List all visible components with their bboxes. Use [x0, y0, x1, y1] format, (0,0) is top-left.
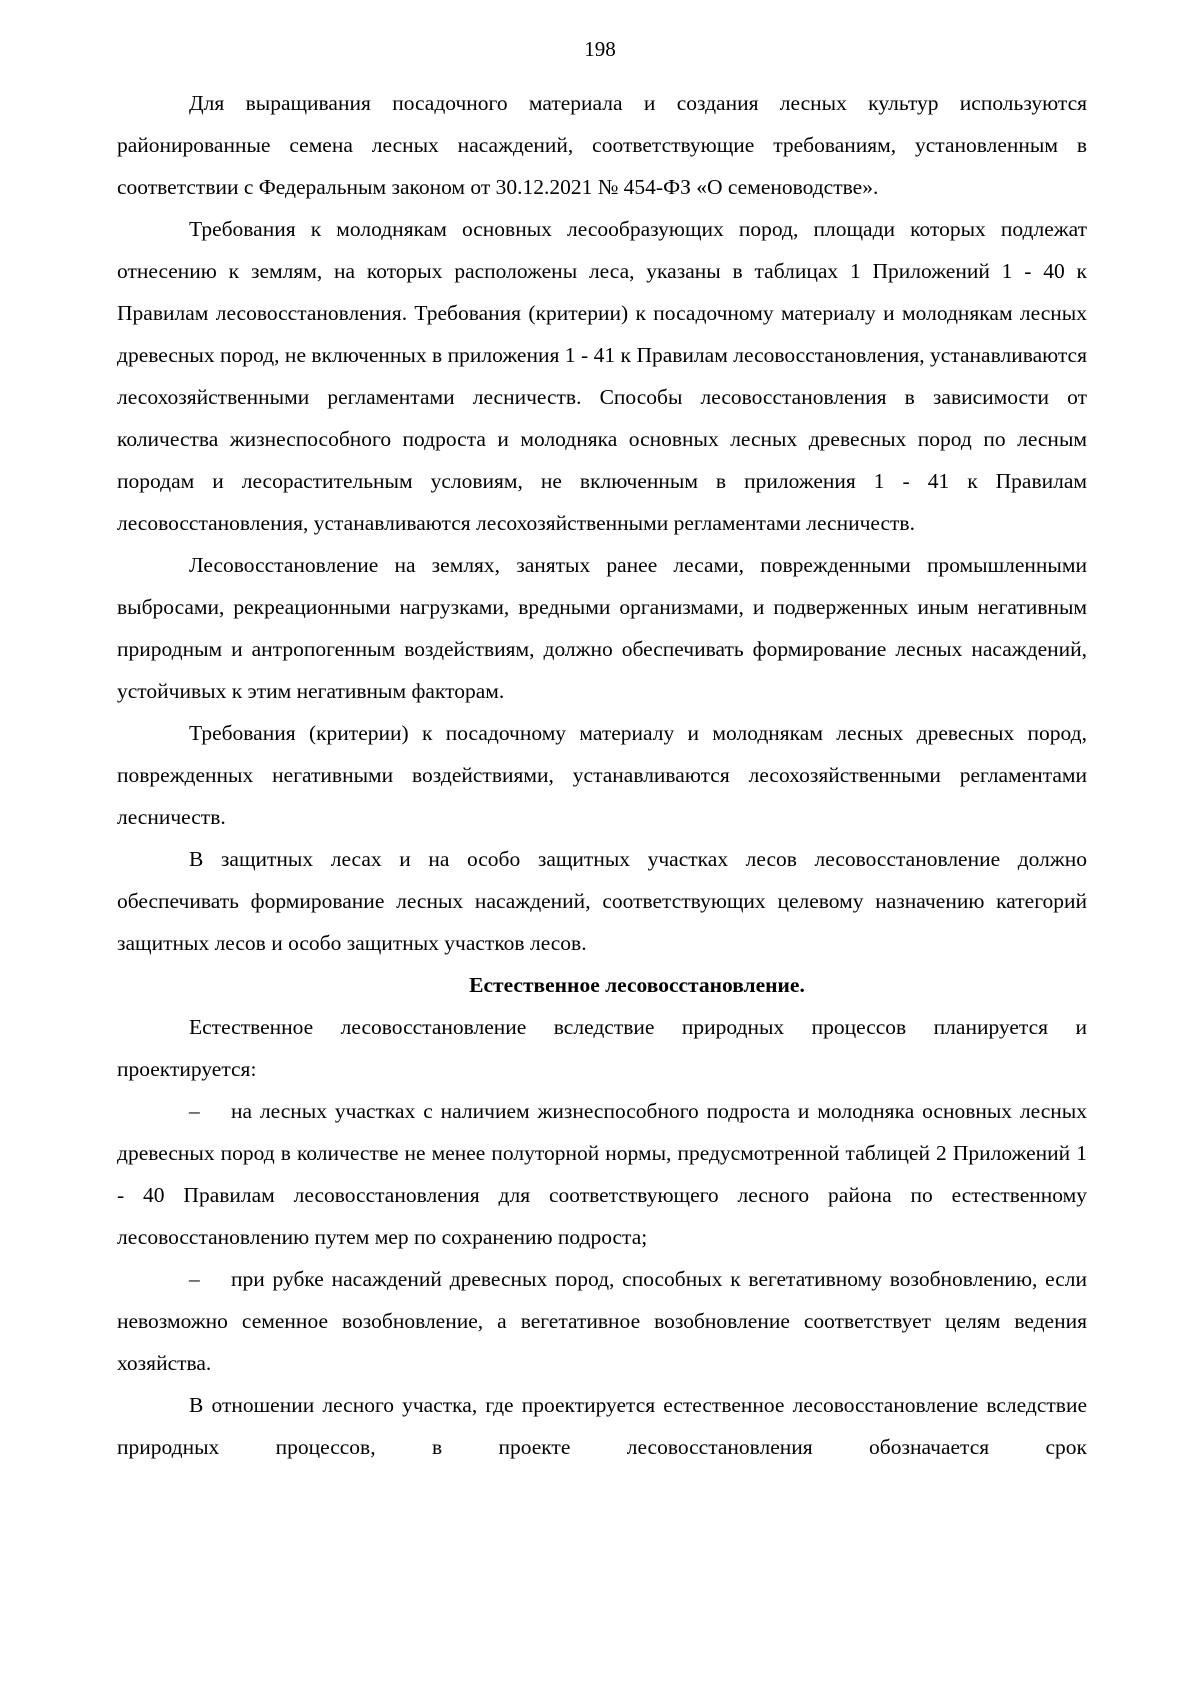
list-item [117, 1258, 1087, 1384]
list-item [117, 1090, 1087, 1258]
document-body [117, 82, 1087, 1468]
paragraph-damaged-lands: Лесовосстановление на землях, занятых ранее лесами, поврежденными промышленными выбросами, рекреационными нагрузками, вредными организмами, и подверженных иным негативным природным и антропогенным воздействиям, должно обеспечивать формирование лесных насаждений, устойчивых к этим негативным факторам. [117, 553, 1087, 703]
paragraph-natural-restoration: Естественное лесовосстановление вследствие природных процессов планируется и проектируется: [117, 1015, 1087, 1081]
paragraph-project-term: В отношении лесного участка, где проектируется естественное лесовосстановление вследствие природных процессов, в проекте лесовосстановления обозначается срок [117, 1393, 1087, 1459]
paragraph-seeds: Для выращивания посадочного материала и создания лесных культур используются районированные семена лесных насаждений, соответствующие требованиям, установленным в соответствии с Федеральным законом от 30.12.2021 № 454-ФЗ «О семеноводстве». [117, 91, 1087, 199]
list-item-text: на лесных участках с наличием жизнеспособного подроста и молодняка основных лесных древесных пород в количестве не менее полуторной нормы, предусмотренной таблицей 2 Приложений 1 - 40 Правилам лесовосстановления для соответствующего лесного района по естественному лесовосстановлению путем мер по сохранению подроста; [117, 1099, 1087, 1249]
bullet-dash: – [189, 1099, 200, 1123]
paragraph-requirements: Требования к молоднякам основных лесообразующих пород, площади которых подлежат отнесению к землям, на которых расположены леса, указаны в таблицах 1 Приложений 1 - 40 к Правилам лесовосстановления. Требования (критерии) к посадочному материалу и молоднякам лесных древесных пород, не включенных в приложения 1 - 41 к Правилам лесовосстановления, устанавливаются лесохозяйственными регламентами лесничеств. Способы лесовосстановления в зависимости от количества жизнеспособного подроста и молодняка основных лесных древесных пород по лесным породам и лесорастительным условиям, не включенным в приложения 1 - 41 к Правилам лесовосстановления, устанавливаются лесохозяйственными регламентами лесничеств. [117, 217, 1087, 535]
paragraph-protective-forests: В защитных лесах и на особо защитных участках лесов лесовосстановление должно обеспечивать формирование лесных насаждений, соответствующих целевому назначению категорий защитных лесов и особо защитных участков лесов. [117, 847, 1087, 955]
bullet-dash: – [189, 1267, 200, 1291]
paragraph-criteria: Требования (критерии) к посадочному материалу и молоднякам лесных древесных пород, поврежденных негативными воздействиями, устанавливаются лесохозяйственными регламентами лесничеств. [117, 721, 1087, 829]
page-number: 198 [584, 37, 616, 61]
section-heading: Естественное лесовосстановление. [469, 973, 805, 997]
list-item-text: при рубке насаждений древесных пород, способных к вегетативному возобновлению, если невозможно семенное возобновление, а вегетативное возобновление соответствует целям ведения хозяйства. [117, 1267, 1087, 1375]
